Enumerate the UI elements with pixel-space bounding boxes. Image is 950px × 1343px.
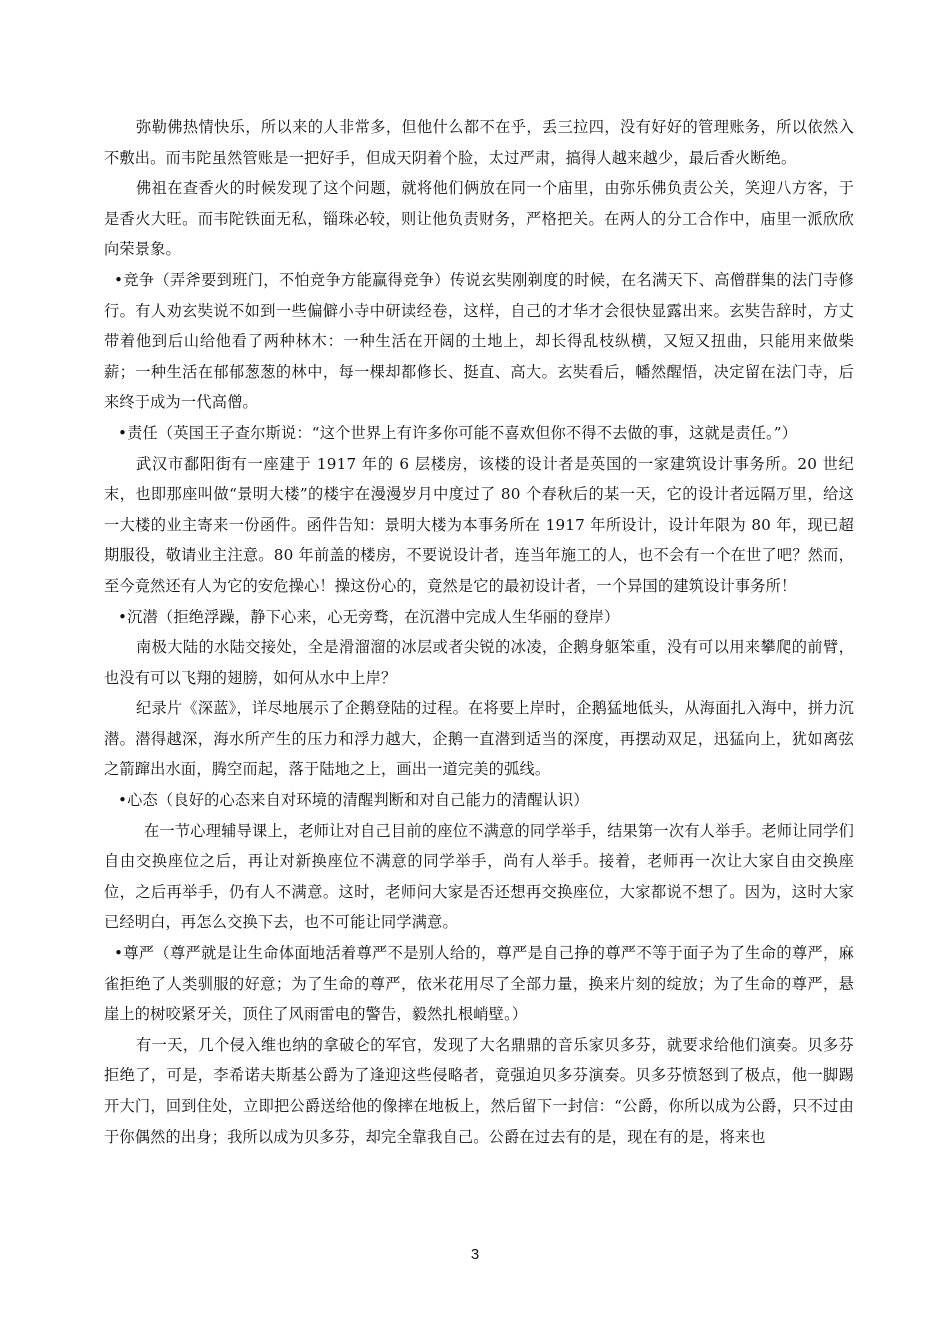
paragraph-maitreya: 弥勒佛热情快乐，所以来的人非常多，但他什么都不在乎，丢三拉四，没有好好的管理账务，所以依然入不敷出。而韦陀虽然管账是一把好手，但成天阴着个脸，太过严肃，搞得人越来越少，最后香火断绝。 [104, 118, 854, 167]
heading-mindset: •心态（良好的心态来自对环境的清醒判断和对自己能力的清醒认识） [118, 791, 589, 810]
paragraph-buddha-solution: 佛祖在查香火的时候发现了这个问题，就将他们俩放在同一个庙里，由弥乐佛负责公关，笑迎八方客，于是香火大旺。而韦陀铁面无私，锱珠必较，则让他负责财务，严格把关。在两人的分工合作中，庙里一派欣欣向荣景象。 [104, 179, 854, 259]
paragraph-jingming-building: 武汉市鄱阳街有一座建于 1917 年的 6 层楼房，该楼的设计者是英国的一家建筑设计事务所。20 世纪末，也即那座叫做“景明大楼”的楼宇在漫漫岁月中度过了 80 个春秋后的某一天，它的设计者远隔万里，给这一大楼的业主寄来一份函件。函件告知：景明大楼为本事务所在 1917 年所设计，设计年限为 80 年，现已超期服役，敬请业主注意。80 年前盖的楼房，不要说设计者，连当年施工的人，也不会有一个在世了吧？然而，至今竟然还有人为它的安危操心！操这份心的，竟然是它的最初设计者，一个异国的建筑设计事务所！ [104, 454, 854, 595]
page-number: 3 [470, 1246, 480, 1263]
paragraph-beethoven: 有一天，几个侵入维也纳的拿破仑的军官，发现了大名鼎鼎的音乐家贝多芬，就要求给他们演奏。贝多芬拒绝了，可是，李希诺夫斯基公爵为了逢迎这些侵略者，竟强迫贝多芬演奏。贝多芬愤怒到了极点，他一脚踢开大门，回到住处，立即把公爵送给他的像摔在地板上，然后留下一封信：“公爵，你所以成为公爵，只不过由于你偶然的出身；我所以成为贝多芬，却完全靠我自己。公爵在过去有的是，现在有的是，将来也 [104, 1035, 854, 1146]
document-body [104, 112, 854, 1152]
paragraph-deep-blue: 纪录片《深蓝》，详尽地展示了企鹅登陆的过程。在将要上岸时，企鹅猛地低头，从海面扎入海中，拼力沉潜。潜得越深，海水所产生的压力和浮力越大，企鹅一直潜到适当的深度，再摆动双足，迅猛向上，犹如离弦之箭蹿出水面，腾空而起，落于陆地之上，画出一道完美的弧线。 [104, 699, 854, 779]
paragraph-competition: •竞争（弄斧要到班门，不怕竞争方能赢得竞争）传说玄奘刚剃度的时候，在名满天下、高僧群集的法门寺修行。有人劝玄奘说不如到一些偏僻小寺中研读经卷，这样，自己的才华才会很快显露出来。玄奘告辞时，方丈带着他到后山给他看了两种林木：一种生活在开阔的土地上，却长得乱枝纵横，又短又扭曲，只能用来做柴薪；一种生活在郁郁葱葱的林中，每一棵却都修长、挺直、高大。玄奘看后，幡然醒悟，决定留在法门寺，后来终于成为一代高僧。 [104, 270, 854, 412]
paragraph-seat-exchange: 在一节心理辅导课上，老师让对自己目前的座位不满意的同学举手，结果第一次有人举手。老师让同学们自由交换座位之后，再让对新换座位不满意的同学举手，尚有人举手。接着，老师再一次让大家自由交换座位，之后再举手，仍有人不满意。这时，老师问大家是否还想再交换座位，大家都说不想了。因为，这时大家已经明白，再怎么交换下去，也不可能让同学满意。 [104, 821, 854, 932]
paragraph-dignity: •尊严（尊严就是让生命体面地活着尊严不是别人给的，尊严是自己挣的尊严不等于面子为了生命的尊严，麻雀拒绝了人类驯服的好意；为了生命的尊严，依米花用尽了全部力量，换来片刻的绽放；为了生命的尊严，悬崖上的树咬紧牙关，顶住了风雨雷电的警告，毅然扎根峭壁。） [104, 944, 854, 1024]
paragraph-antarctic: 南极大陆的水陆交接处，全是滑溜溜的冰层或者尖锐的冰凌，企鹅身躯笨重，没有可以用来攀爬的前臂，也没有可以飞翔的翅膀，如何从水中上岸？ [104, 638, 854, 687]
heading-responsibility: •责任（英国王子查尔斯说：“这个世界上有许多你可能不喜欢但你不得不去做的事，这就是责任。”） [118, 423, 798, 442]
heading-diving: •沉潜（拒绝浮躁，静下心来，心无旁骛，在沉潜中完成人生华丽的登岸） [118, 607, 620, 626]
